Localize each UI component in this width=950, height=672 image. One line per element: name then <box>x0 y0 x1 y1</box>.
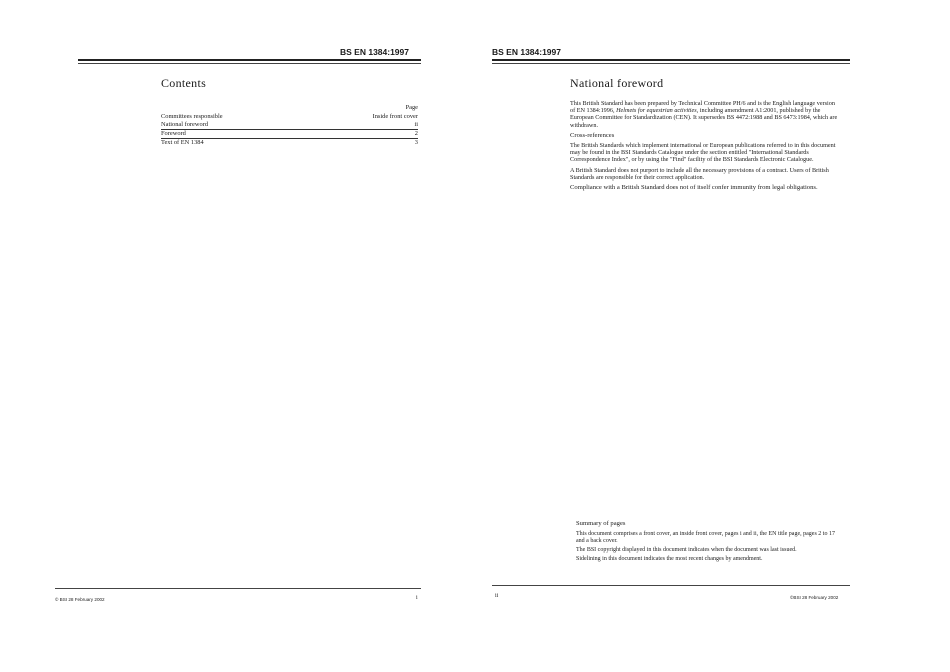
toc-page: 3 <box>414 139 418 146</box>
right-page-header: BS EN 1384:1997 <box>492 47 561 57</box>
compliance-paragraph: Compliance with a British Standard does not of itself confer immunity from legal obligations. <box>570 184 818 192</box>
summary-of-pages <box>576 521 838 565</box>
para1-italic: Helmets for equestrian activities <box>616 107 697 115</box>
header-rule <box>78 59 421 61</box>
contents-table <box>161 104 418 147</box>
summary-paragraph: The BSI copyright displayed in this document indicates when the document was last issued. <box>576 546 797 553</box>
toc-row[interactable] <box>161 139 418 147</box>
summary-paragraph: Sidelining in this document indicates the most recent changes by amendment. <box>576 555 763 562</box>
summary-paragraph: This document comprises a front cover, an inside front cover, pages i and ii, the EN title page, pages 2 to 17 and a back cover. <box>576 530 835 544</box>
header-rule-thin <box>78 63 421 64</box>
toc-row[interactable] <box>161 130 418 139</box>
foreword-paragraph: The British Standards which implement international or European publications referred to in this document may be found in the BSI Standards Catalogue under the section entitled "International Standards Correspondence Index", or by using the "Find" facility of the BSI Standards Electronic Catalogue. <box>570 142 836 164</box>
toc-item: Text of EN 1384 <box>161 139 204 146</box>
toc-row[interactable] <box>161 113 418 121</box>
summary-heading: Summary of pages <box>576 520 626 527</box>
toc-item: National foreword <box>161 121 209 128</box>
foreword-paragraph <box>570 100 838 129</box>
toc-row[interactable] <box>161 121 418 130</box>
toc-page: ii <box>414 121 418 128</box>
header-rule <box>492 59 850 61</box>
cross-references-heading: Cross-references <box>570 131 615 139</box>
left-page-header: BS EN 1384:1997 <box>340 47 409 57</box>
right-footer-copyright: ©BSI 28 February 2002 <box>790 595 839 600</box>
left-footer-page-number: i <box>416 595 418 601</box>
contents-title: Contents <box>161 76 207 90</box>
toc-page: 2 <box>414 130 418 137</box>
foreword-paragraph: A British Standard does not purport to include all the necessary provisions of a contract. Users of British Standards are responsible for their correct application. <box>570 166 829 181</box>
para1-text: This British Standard has been prepared by Technical Committee PH/6 and is the English language version of EN 1384:1996, <box>570 100 835 115</box>
right-footer-page-number: ii <box>495 593 499 599</box>
national-foreword-title: National foreword <box>570 76 664 90</box>
footer-rule <box>55 588 421 589</box>
para1-text-end: , including amendment A1:2001, published by the European Committee for Standardization (CEN). It supersedes BS 4472:1988 and BS 6473:1984, which are withdrawn. <box>570 107 838 129</box>
toc-item: Foreword <box>161 130 186 137</box>
header-rule-thin <box>492 63 850 64</box>
footer-rule <box>492 585 850 586</box>
left-footer-copyright: © BSI 28 February 2002 <box>55 597 105 602</box>
foreword-body <box>570 100 838 194</box>
toc-page: Inside front cover <box>372 113 418 120</box>
toc-page-label: Page <box>405 104 418 111</box>
toc-item: Committees responsible <box>161 113 223 120</box>
